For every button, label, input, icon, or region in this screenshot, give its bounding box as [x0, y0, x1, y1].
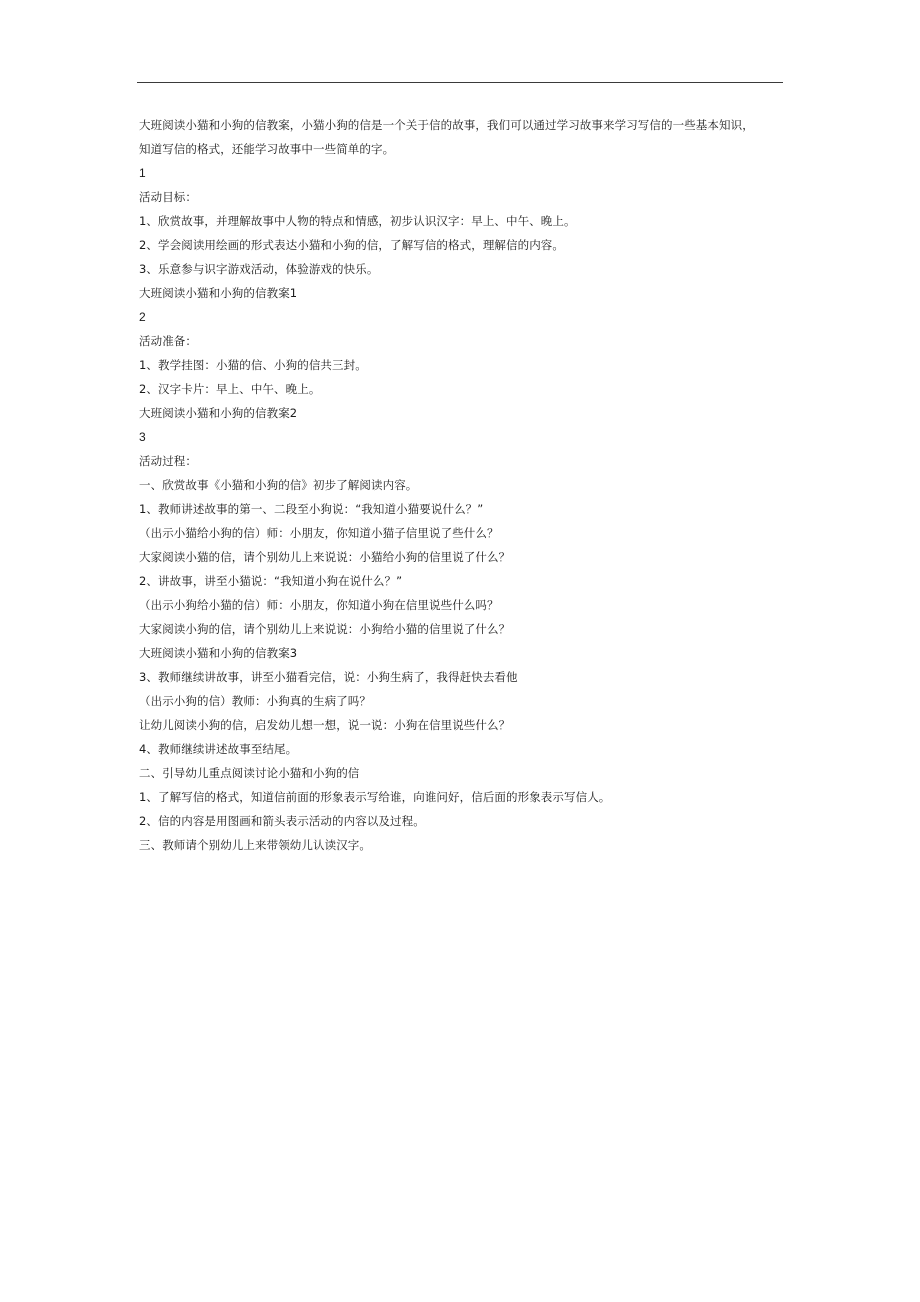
lesson-plan-title: 大班阅读小猫和小狗的信教案1: [139, 286, 298, 300]
process-step: 1、了解写信的格式，知道信前面的形象表示写给谁，向谁问好，信后面的形象表示写信人。: [139, 790, 611, 804]
intro-paragraph-line-2: 知道写信的格式，还能学习故事中一些简单的字。: [139, 142, 395, 156]
preparation-item: 1、教学挂图：小猫的信、小狗的信共三封。: [139, 358, 367, 372]
process-step: 二、引导幼儿重点阅读讨论小猫和小狗的信: [139, 766, 360, 780]
process-step: 让幼儿阅读小狗的信，启发幼儿想一想，说一说：小狗在信里说些什么？: [139, 718, 511, 732]
goal-item: 2、学会阅读用绘画的形式表达小猫和小狗的信，了解写信的格式，理解信的内容。: [139, 238, 565, 252]
preparation-item: 2、汉字卡片：早上、中午、晚上。: [139, 382, 321, 396]
section-number-1: 1: [139, 166, 146, 180]
process-step: 4、教师继续讲述故事至结尾。: [139, 742, 298, 756]
process-step: 一、欣赏故事《小猫和小狗的信》初步了解阅读内容。: [139, 478, 418, 492]
section-heading-goals: 活动目标：: [139, 190, 197, 204]
section-heading-preparation: 活动准备：: [139, 334, 197, 348]
goal-item: 1、欣赏故事，并理解故事中人物的特点和情感，初步认识汉字：早上、中午、晚上。: [139, 214, 576, 228]
process-step: （出示小猫给小狗的信）师：小朋友，你知道小猫子信里说了些什么？: [139, 526, 499, 540]
header-rule: [137, 82, 783, 83]
process-step: 大家阅读小狗的信，请个别幼儿上来说说：小狗给小猫的信里说了什么？: [139, 622, 511, 636]
process-step: 2、信的内容是用图画和箭头表示活动的内容以及过程。: [139, 814, 425, 828]
process-step: 1、教师讲述故事的第一、二段至小狗说：“我知道小猫要说什么？”: [139, 502, 484, 516]
lesson-plan-title: 大班阅读小猫和小狗的信教案3: [139, 646, 298, 660]
process-step: （出示小狗给小猫的信）师：小朋友，你知道小狗在信里说些什么吗？: [139, 598, 499, 612]
process-step: （出示小狗的信）教师：小狗真的生病了吗？: [139, 694, 371, 708]
process-step: 大家阅读小猫的信，请个别幼儿上来说说：小猫给小狗的信里说了什么？: [139, 550, 511, 564]
section-number-2: 2: [139, 310, 146, 324]
document-body: [139, 113, 787, 857]
lesson-plan-title: 大班阅读小猫和小狗的信教案2: [139, 406, 298, 420]
section-heading-process: 活动过程：: [139, 454, 197, 468]
process-step: 3、教师继续讲故事，讲至小猫看完信，说：小狗生病了，我得赶快去看他: [139, 670, 518, 684]
section-number-3: 3: [139, 430, 146, 444]
process-step: 三、教师请个别幼儿上来带领幼儿认读汉字。: [139, 838, 371, 852]
intro-paragraph-line-1: 大班阅读小猫和小狗的信教案，小猫小狗的信是一个关于信的故事，我们可以通过学习故事来学习写信的一些基本知识，: [139, 118, 754, 132]
process-step: 2、讲故事，讲至小猫说：“我知道小狗在说什么？”: [139, 574, 403, 588]
goal-item: 3、乐意参与识字游戏活动，体验游戏的快乐。: [139, 262, 379, 276]
